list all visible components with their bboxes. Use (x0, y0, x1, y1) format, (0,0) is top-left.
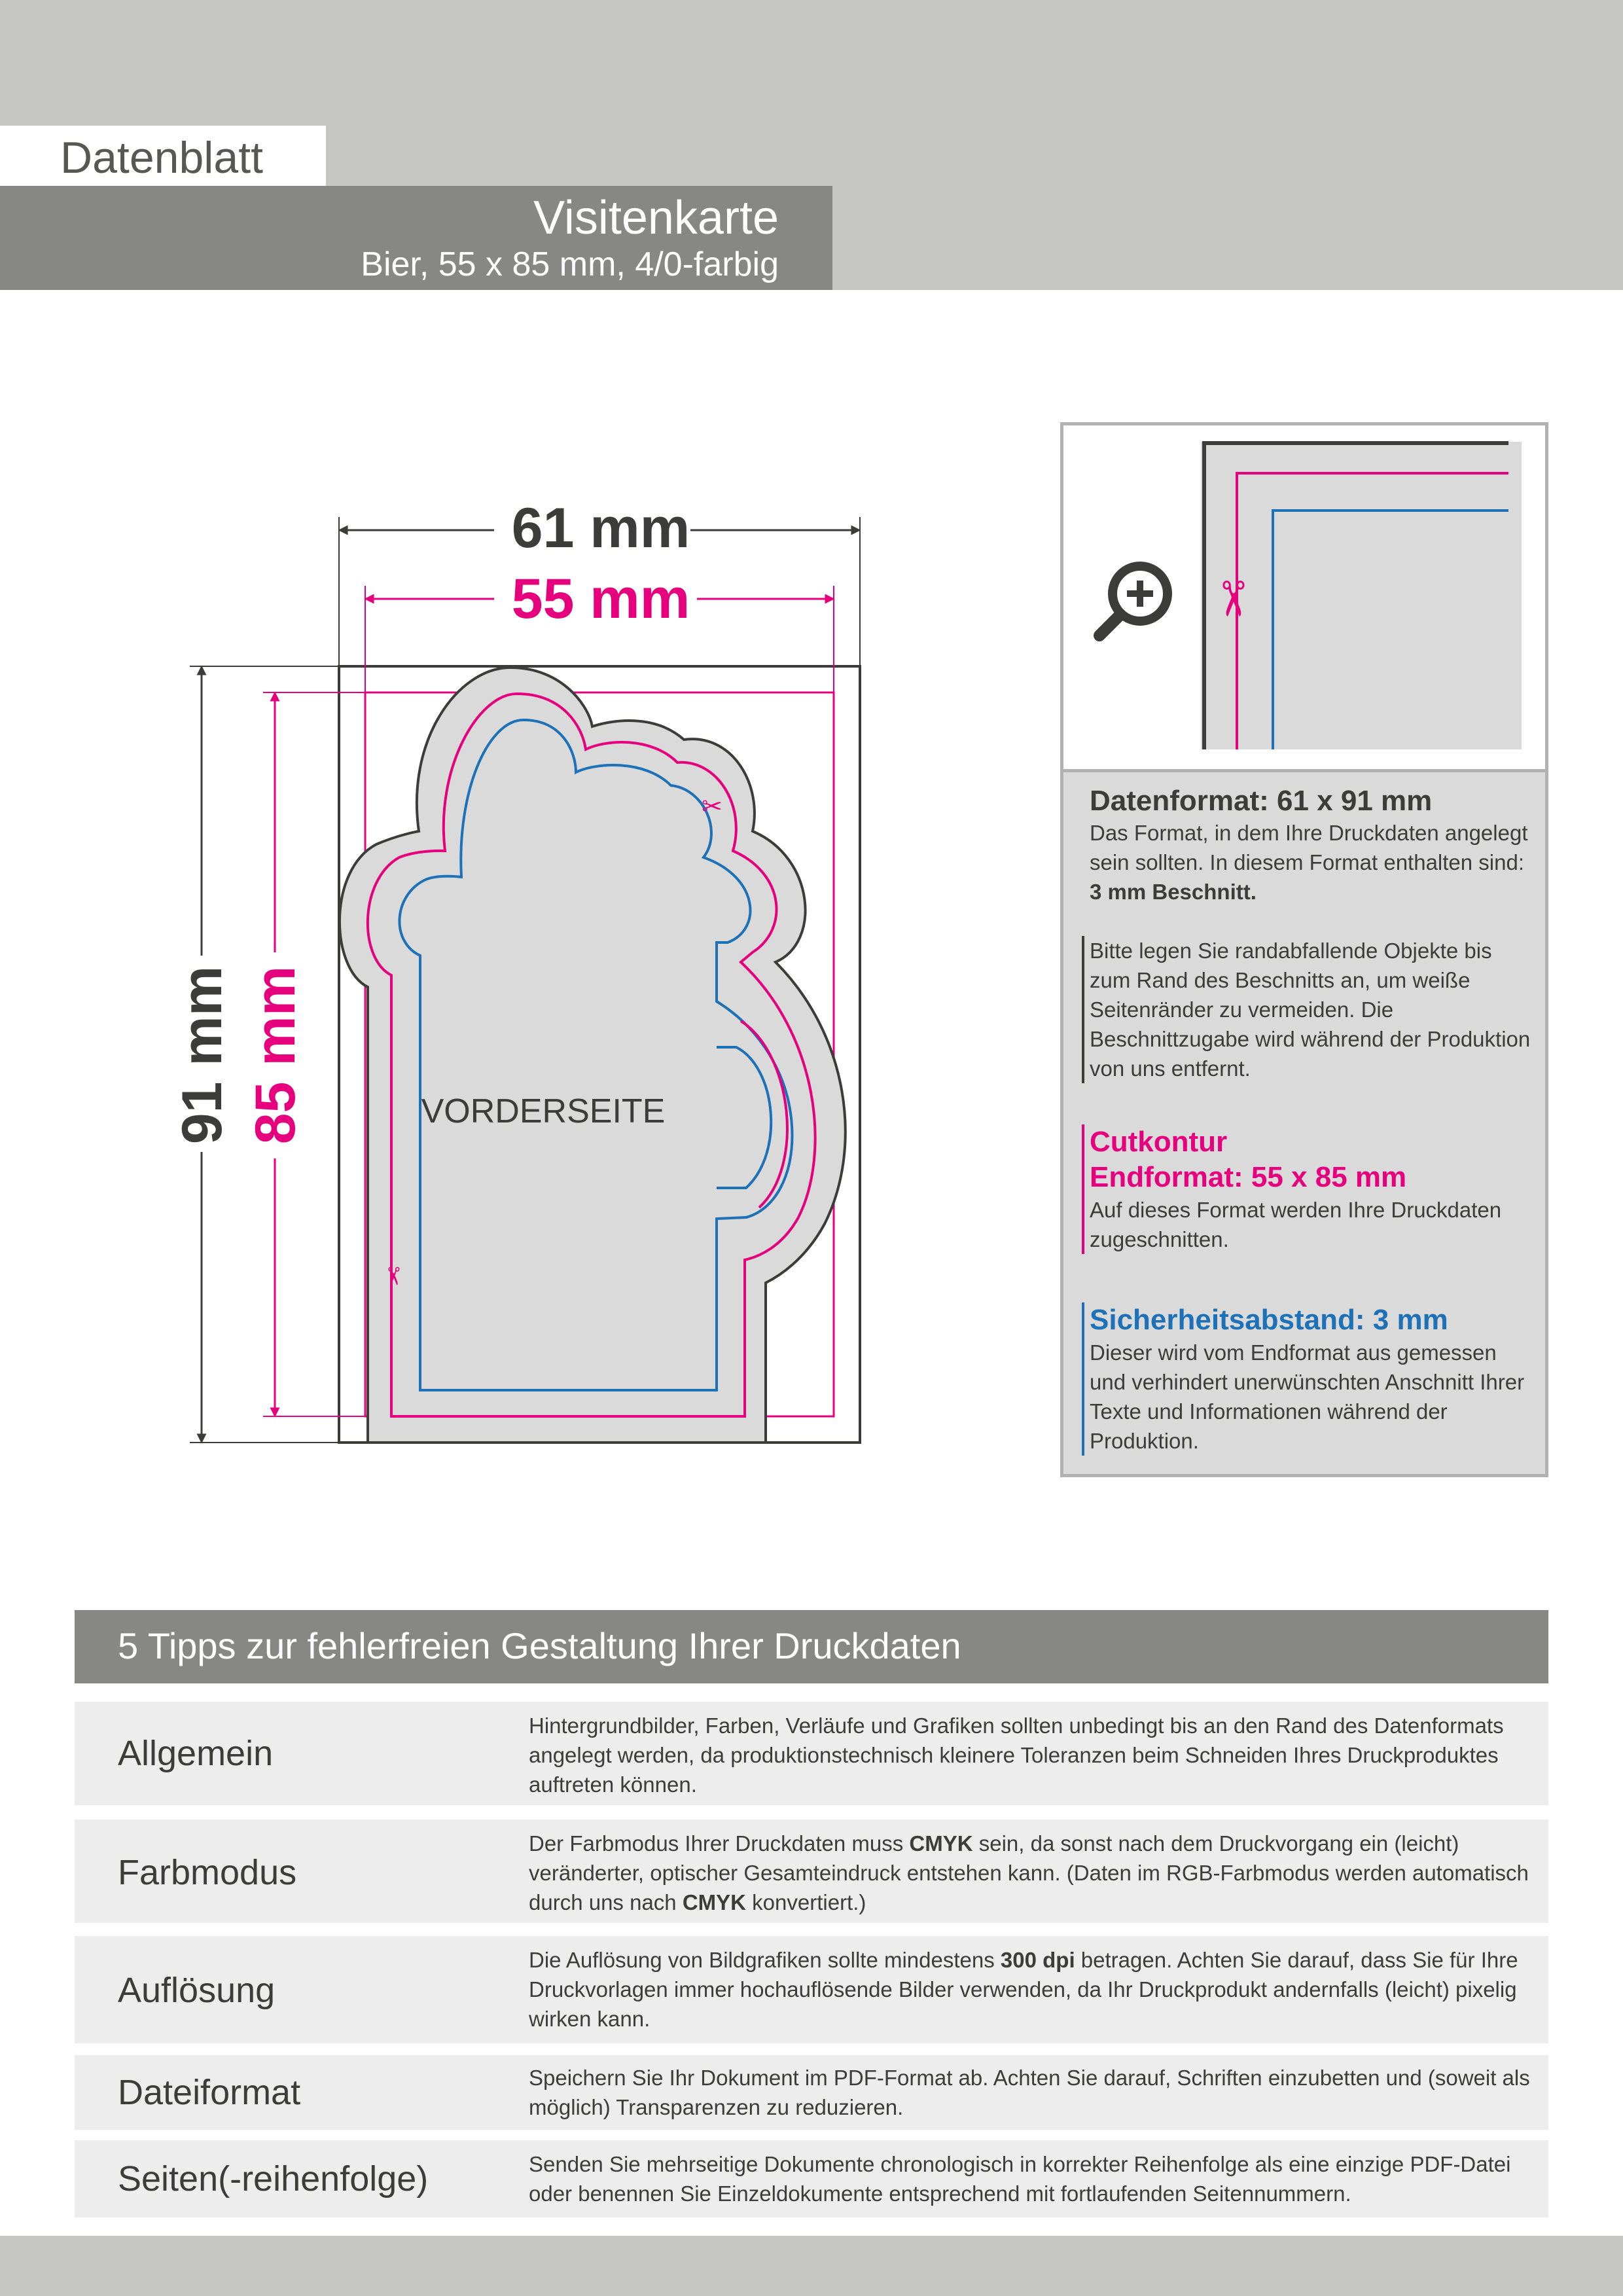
datenformat-text: Das Format, in dem Ihre Druckdaten angelegt sein sollten. In diesem Format enthalten sind: 3 mm Beschnitt. (1090, 821, 1528, 904)
cut-heading-1: Cutkontur (1090, 1126, 1228, 1158)
datenformat-block (1090, 784, 1535, 906)
scissors-icon: ✂ (1204, 578, 1260, 620)
tip-row-dateiformat (75, 2055, 1548, 2130)
width-data-label: 61 mm (511, 497, 690, 560)
height-data-label: 91 mm (171, 965, 234, 1145)
scissors-icon: ✂ (379, 1266, 408, 1287)
datenformat-text-bold: 3 mm Beschnitt. (1090, 880, 1257, 904)
datenformat-heading: Datenformat: 61 x 91 mm (1090, 785, 1433, 817)
zoom-illustration (1060, 422, 1548, 772)
tip-label: Auflösung (118, 1971, 276, 2010)
tips-heading: 5 Tipps zur fehlerfreien Gestaltung Ihrer Druckdaten (118, 1625, 961, 1666)
tip-text: Hintergrundbilder, Farben, Verläufe und Grafiken sollten unbedingt bis an den Rand des Datenformats angelegt werden, da produktionstechnisch kleinere Toleranzen beim Schneiden Ihres Druckproduktes auftreten können. (529, 1713, 1504, 1797)
tip-label: Seiten(-reihenfolge) (118, 2159, 429, 2198)
tip-label: Farbmodus (118, 1853, 297, 1892)
cut-block (1090, 1124, 1535, 1254)
tip-row-seiten (75, 2140, 1548, 2217)
height-final-label: 85 mm (244, 965, 307, 1145)
footer-band (0, 2236, 1623, 2296)
zoom-icon (1099, 566, 1168, 636)
tip-label: Allgemein (118, 1734, 274, 1773)
cut-heading-2: Endformat: 55 x 85 mm (1090, 1161, 1407, 1193)
format-diagram (0, 0, 982, 1505)
tip-label: Dateiformat (118, 2073, 301, 2112)
page-subtitle: Bier, 55 x 85 mm, 4/0-farbig (361, 245, 779, 283)
beschnitt-block (1090, 936, 1535, 1083)
width-final-label: 55 mm (511, 567, 690, 630)
safety-text: Dieser wird vom Endformat aus gemessen und verhindert unerwünschten Anschnitt Ihrer Texte und Informationen während der Produktion. (1090, 1340, 1525, 1453)
safety-block (1090, 1302, 1535, 1456)
safety-heading: Sicherheitsabstand: 3 mm (1090, 1304, 1448, 1336)
legend-text-box (1060, 769, 1548, 1477)
tip-row-allgemein (75, 1702, 1548, 1805)
datasheet-label: Datenblatt (60, 133, 263, 183)
tips-header (75, 1610, 1548, 1683)
tip-row-aufloesung (75, 1936, 1548, 2043)
page-title: Visitenkarte (533, 192, 779, 244)
beschnitt-note: Bitte legen Sie randabfallende Objekte bis zum Rand des Beschnitts an, um weiße Seitenränder zu vermeiden. Die Beschnittzugabe wird während der Produktion von uns entfernt. (1082, 936, 1535, 1083)
scissors-icon: ✂ (702, 792, 722, 821)
tip-row-farbmodus (75, 1820, 1548, 1923)
side-label: VORDERSEITE (421, 1092, 666, 1130)
tip-text: Der Farbmodus Ihrer Druckdaten muss CMYK sein, da sonst nach dem Druckvorgang ein (leicht) veränderter, optischer Gesamteindruck entstehen kann. (Daten im RGB-Farbmodus werden automatisch durch uns nach CMYK konvertiert.) (529, 1831, 1529, 1914)
tip-text: Senden Sie mehrseitige Dokumente chronologisch in korrekter Reihenfolge als eine einzige PDF-Datei oder benennen Sie Einzeldokumente entsprechend mit fortlaufenden Seitennummern. (529, 2152, 1511, 2206)
tip-text: Die Auflösung von Bildgrafiken sollte mindestens 300 dpi betragen. Achten Sie darauf, dass Sie für Ihre Druckvorlagen immer hochauflösende Bilder verwenden, da Ihr Druckprodukt andernfalls (leicht) pixelig wirken kann. (529, 1948, 1518, 2031)
tip-text: Speichern Sie Ihr Dokument im PDF-Format ab. Achten Sie darauf, Schriften einzubetten und (soweit als möglich) Transparenzen zu reduzieren. (529, 2066, 1530, 2119)
cut-text: Auf dieses Format werden Ihre Druckdaten zugeschnitten. (1090, 1198, 1502, 1251)
